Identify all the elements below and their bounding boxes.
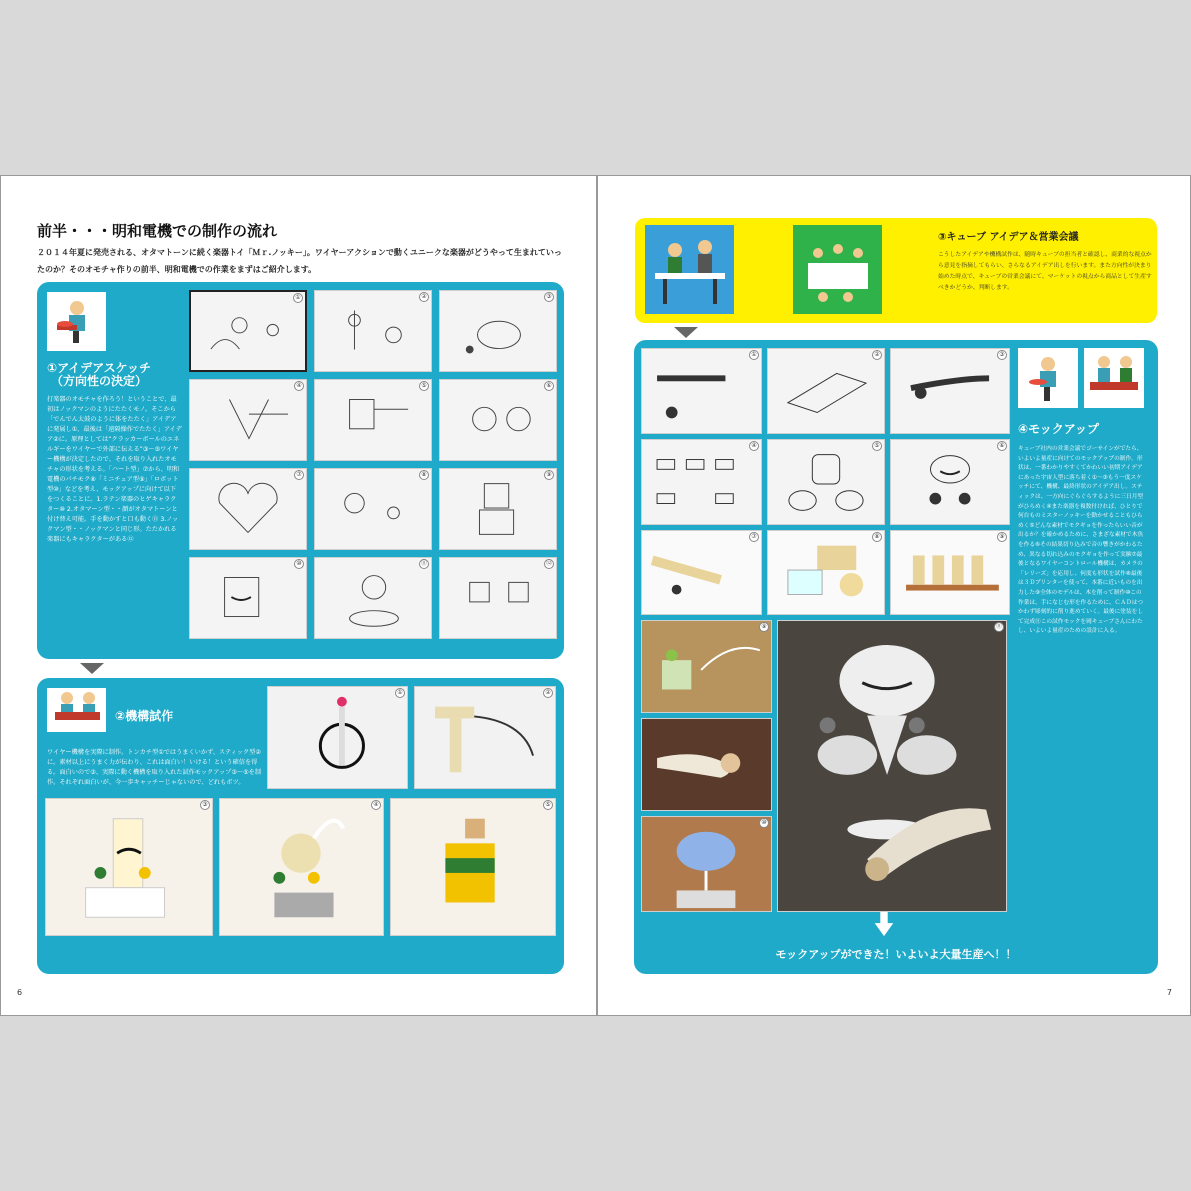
material-photo: ⑧ [767, 530, 885, 615]
section1-title: ①アイデアスケッチ [47, 361, 152, 375]
sketch-image: ③ [439, 290, 557, 372]
down-arrow-icon [674, 327, 698, 338]
mockup-photo: ⑤ [390, 798, 556, 936]
sketch-image: ⑥ [890, 439, 1010, 525]
section1-body: 打楽器のオモチャを作ろう！ということで、最初はノックマンのようにたたくモノ。そこから「でんでん太鼓のように体をたたく」アイデアに発展し①、最後は「遠隔操作でたたく」アイデア②に。原理としては“クラッカーボールのエネルギーをワイヤーで外部に伝える”③～⑤ワイヤー機構が決定したので、それを取り入れたオモチャの形状を考える。「ハート型」⑦から、明和電機のパチモク⑧「ミニチュア型⑨」「ロボット型⑩」などを考え、モックアップに向けて以下をつくることに。1.ラテン楽器のヒゲキャラクター⑩ 2.オタマーン型・・顔がオタマトーンと付け替え可能。手を動かすと口も動く⑪ 3.ノックマン型・・ノックマンと同じ形。たたかれる楽器にもキャラクターがある⑫ [47, 396, 182, 543]
prototype-photo: ⑨ [641, 620, 772, 713]
meeting-icon [645, 225, 734, 314]
right-page [597, 175, 1191, 1016]
cube-meeting-box [635, 218, 1157, 323]
sketch-image: ⑤ [767, 439, 885, 525]
page-number: 6 [17, 988, 23, 997]
mechanism-photo: ① [267, 686, 408, 789]
mockup-photo: ③ [45, 798, 213, 936]
sketch-image: ④ [189, 379, 307, 461]
section3-body: こうしたアイデアや機構試作は、随時キューブの担当者と確認し、商業的な視点から意見を指摘してもらい、さらなるアイデア出しを行います。また方向性が決まり始めた時点で、キューブの営業会議にて、マーケットの視点から商品として生産すべきかどうか、判断します。 [938, 252, 1152, 291]
sketch-image: ⑪ [314, 557, 432, 639]
prototype-photo [641, 718, 772, 811]
person-at-desk-icon [1084, 348, 1144, 408]
section2-body: ワイヤー機構を実際に制作。トンカチ型①ではうまくいかず、スティック型②に。素材以上にうまく力が伝わり、これは面白い！いける！という確信を得る。面白いので③、実際に動く機構を取り入れた試作モックアップ③～⑤を制作。それぞれ面白いが、今一歩キャッチーじゃないので、どれもボツ。 [47, 749, 262, 786]
sketch-image: ① [189, 290, 307, 372]
mechanism-photo: ② [414, 686, 556, 789]
sketch-image: ③ [890, 348, 1010, 434]
sketch-image: ⑩ [189, 557, 307, 639]
lead-paragraph: ２０１４年夏に発売される、オタマトーンに続く楽器トイ「Ｍｒ.ノッキー」。ワイヤーアクションで動くユニークな楽器がどうやって生まれていったのか？そのオモチャ作りの前半、明和電機での作業をまずはご紹介します。 [37, 248, 562, 274]
down-arrow-icon [80, 663, 104, 674]
down-arrow-icon [874, 912, 894, 938]
final-mockup-photo: ⑪ [777, 620, 1007, 912]
section4-title: ④モックアップ [1018, 422, 1099, 436]
section3-title: ③キューブ アイデア＆営業会議 [938, 232, 1079, 243]
section1-subtitle: （方向性の決定） [51, 374, 148, 388]
person-at-desk-icon [47, 688, 106, 732]
sketch-image: ⑨ [439, 468, 557, 550]
sketch-image: ② [767, 348, 885, 434]
page-title: 前半・・・明和電機での制作の流れ [37, 222, 278, 240]
sketch-image: ② [314, 290, 432, 372]
sketch-image: ⑥ [439, 379, 557, 461]
material-photo: ⑨ [890, 530, 1010, 615]
sketch-image: ⑤ [314, 379, 432, 461]
sketch-image: ⑧ [314, 468, 432, 550]
mockup-panel [634, 340, 1158, 974]
sketch-image: ① [641, 348, 762, 434]
idea-sketch-panel [37, 282, 564, 659]
material-photo: ⑦ [641, 530, 762, 615]
left-page [0, 175, 597, 1016]
page-number: 7 [1166, 988, 1172, 997]
mockup-photo: ④ [219, 798, 384, 936]
meeting-icon [793, 225, 882, 314]
prototype-photo: ⑩ [641, 816, 772, 912]
section4-body: キューブ社内の営業会議でゴーサインがでたら、いよいよ量産に向けてのモックアップの制作。形状は、一番わかりやすくてかわいい初期アイデアにあった宇宙人型に落ち着く①～③もう一度スケッチにて、機構、最終形状のアイデア出し。スティックは、一方向にぐらぐらするように三日月型がひらめく④また楽器を複数付ければ、ひとりで何台ものミスターノッキーを動かせることもひらめく⑤どんな素材でモクギョを作ったらいい音が出るか？を確かめるために、さまざな素材で木魚を作る⑥その結果切り込みで音の響きがかわるため、異なる切れ込みのモクギョを作って実験⑦最後となるワイヤーコントロール機構は、カメラの「レリーズ」を応用し、何度も形状を試作⑧最後は３Ｄプリンターを使って、本番に近いものを出力した⑨全体のモデルは、木を削って制作⑩この作業は、手になじむ形を作るために、ＣＡＤはつかわず彫刻的に削り進めていく。最後に塗装をして完成⑪この試作モックを岡キューブさんにわたし、いよいよ量産のための設計に入る。 [1018, 446, 1144, 635]
sketch-image: ④ [641, 439, 762, 525]
person-at-desk-icon [1018, 348, 1078, 408]
sketch-image: ⑦ [189, 468, 307, 550]
person-at-desk-icon [47, 292, 106, 351]
mechanism-panel [37, 678, 564, 974]
sketch-image: ⑫ [439, 557, 557, 639]
section2-title: ②機構試作 [115, 709, 174, 723]
final-message: モックアップができた！いよいよ大量生産へ！！ [775, 948, 1017, 961]
